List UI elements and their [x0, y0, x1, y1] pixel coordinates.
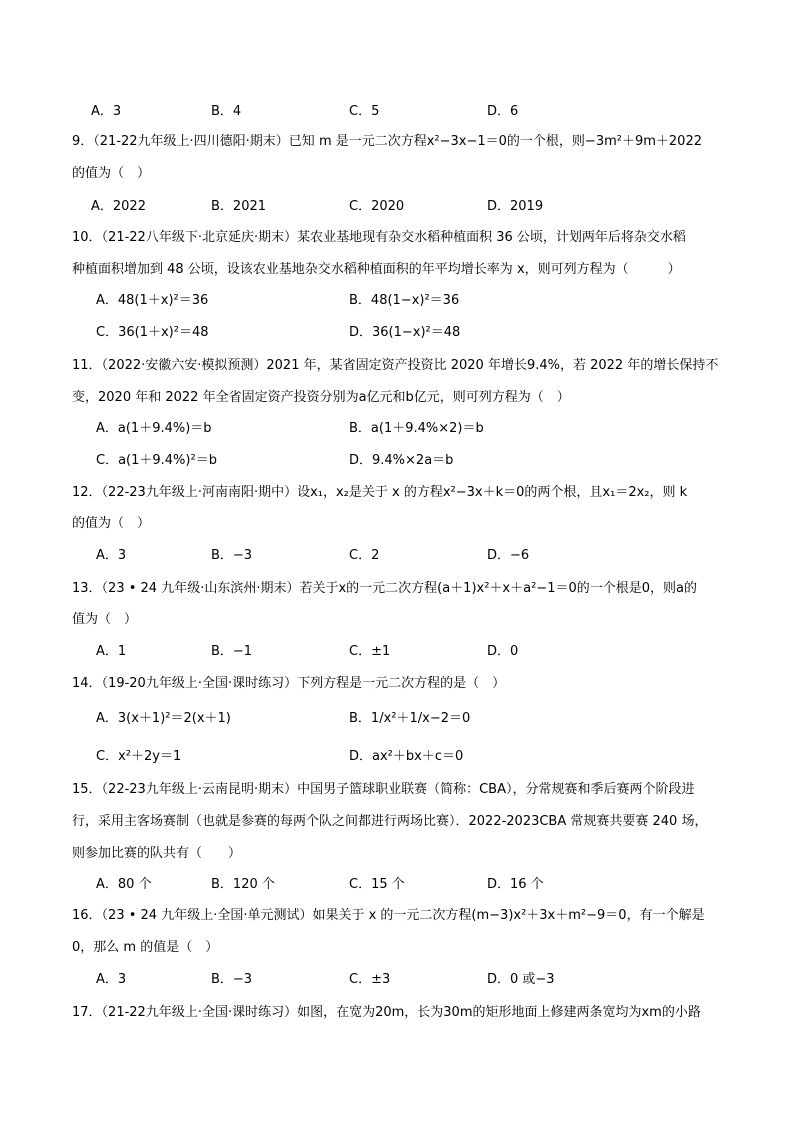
q14-option-b: B．1/x²＋1/x−2＝0	[349, 711, 471, 726]
q11-stem-line1: 11．（2022·安徽六安·模拟预测）2021 年，某省固定资产投资比 2020 年增长9.4%，若 2022 年的增长保持不	[72, 358, 719, 373]
q9-stem-line1: 9．（21-22九年级上·四川德阳·期末）已知 m 是一元二次方程x²−3x−1＝0的一个根，则−3m²＋9m＋2022	[72, 134, 702, 149]
q8-option-b: B．4	[211, 104, 242, 119]
q9-option-b: B．2021	[211, 199, 267, 214]
q8-option-d: D．6	[487, 104, 519, 119]
q9-option-a: A．2022	[91, 199, 146, 214]
q10-option-a: A．48(1＋x)²＝36	[96, 293, 209, 308]
q9-option-c: C．2020	[349, 199, 405, 214]
q14-stem-line1: 14．（19-20九年级上·全国·课时练习）下列方程是一元二次方程的是（ ）	[72, 676, 506, 691]
q15-option-c: C．15 个	[349, 877, 405, 892]
q12-stem-line1: 12．（22-23九年级上·河南南阳·期中）设x₁，x₂是关于 x 的方程x²−3x＋k＝0的两个根，且x₁＝2x₂，则 k	[72, 485, 688, 500]
q14-option-a: A．3(x＋1)²＝2(x＋1)	[96, 711, 231, 726]
q16-option-c: C．±3	[349, 972, 391, 987]
q8-option-c: C．5	[349, 104, 380, 119]
q13-stem-line2: 值为（ ）	[72, 612, 138, 627]
q11-option-c: C．a(1＋9.4%)²＝b	[96, 453, 217, 468]
q12-option-b: B．−3	[211, 548, 253, 563]
q15-option-b: B．120 个	[211, 877, 275, 892]
q10-option-d: D．36(1−x)²＝48	[349, 325, 461, 340]
q16-option-a: A．3	[96, 972, 127, 987]
q12-option-a: A．3	[96, 548, 127, 563]
q16-stem-line1: 16．（23 • 24 九年级上·全国·单元测试）如果关于 x 的一元二次方程(m−3)x²＋3x＋m²−9＝0，有一个解是	[72, 908, 705, 923]
q14-option-d: D．ax²＋bx＋c＝0	[349, 749, 464, 764]
q13-option-a: A．1	[96, 644, 127, 659]
q10-option-b: B．48(1−x)²＝36	[349, 293, 460, 308]
q14-option-c: C．x²＋2y＝1	[96, 749, 182, 764]
q13-option-c: C．±1	[349, 644, 391, 659]
q15-stem-line3: 则参加比赛的队共有（ ）	[72, 846, 242, 861]
q15-stem-line2: 行，采用主客场赛制（也就是参赛的每两个队之间都进行两场比赛）．2022-2023CBA 常规赛共要赛 240 场，	[72, 814, 708, 829]
q11-stem-line2: 变，2020 年和 2022 年全省固定资产投资分别为a亿元和b亿元，则可列方程为（ ）	[72, 390, 570, 405]
q17-stem-line1: 17．（21-22九年级上·全国·课时练习）如图，在宽为20m，长为30m的矩形地面上修建两条宽均为xm的小路	[72, 1005, 701, 1020]
q11-option-d: D．9.4%×2a＝b	[349, 453, 454, 468]
q12-option-d: D．−6	[487, 548, 530, 563]
q10-stem-line2: 种植面积增加到 48 公顷，设该农业基地杂交水稻种植面积的年平均增长率为 x，则可列方程为（ ）	[72, 262, 681, 277]
q16-option-b: B．−3	[211, 972, 253, 987]
q12-option-c: C．2	[349, 548, 380, 563]
q10-option-c: C．36(1＋x)²＝48	[96, 325, 209, 340]
q11-option-b: B．a(1＋9.4%×2)＝b	[349, 421, 484, 436]
q12-stem-line2: 的值为（ ）	[72, 516, 151, 531]
q10-stem-line1: 10．（21-22八年级下·北京延庆·期末）某农业基地现有杂交水稻种植面积 36 公顷，计划两年后将杂交水稻	[72, 230, 686, 245]
q9-option-d: D．2019	[487, 199, 544, 214]
q13-stem-line1: 13．（23 • 24 九年级·山东滨州·期末）若关于x的一元二次方程(a＋1)x²＋x＋a²−1＝0的一个根是0，则a的	[72, 581, 697, 596]
q11-option-a: A．a(1＋9.4%)＝b	[96, 421, 212, 436]
q13-option-d: D．0	[487, 644, 519, 659]
q15-stem-line1: 15．（22-23九年级上·云南昆明·期末）中国男子篮球职业联赛（简称：CBA），分常规赛和季后赛两个阶段进	[72, 782, 695, 797]
q16-option-d: D．0 或−3	[487, 972, 555, 987]
q15-option-a: A．80 个	[96, 877, 152, 892]
q16-stem-line2: 0，那么 m 的值是（ ）	[72, 940, 219, 955]
q9-stem-line2: 的值为（ ）	[72, 166, 151, 181]
q13-option-b: B．−1	[211, 644, 253, 659]
q8-option-a: A．3	[91, 104, 122, 119]
q15-option-d: D．16 个	[487, 877, 544, 892]
